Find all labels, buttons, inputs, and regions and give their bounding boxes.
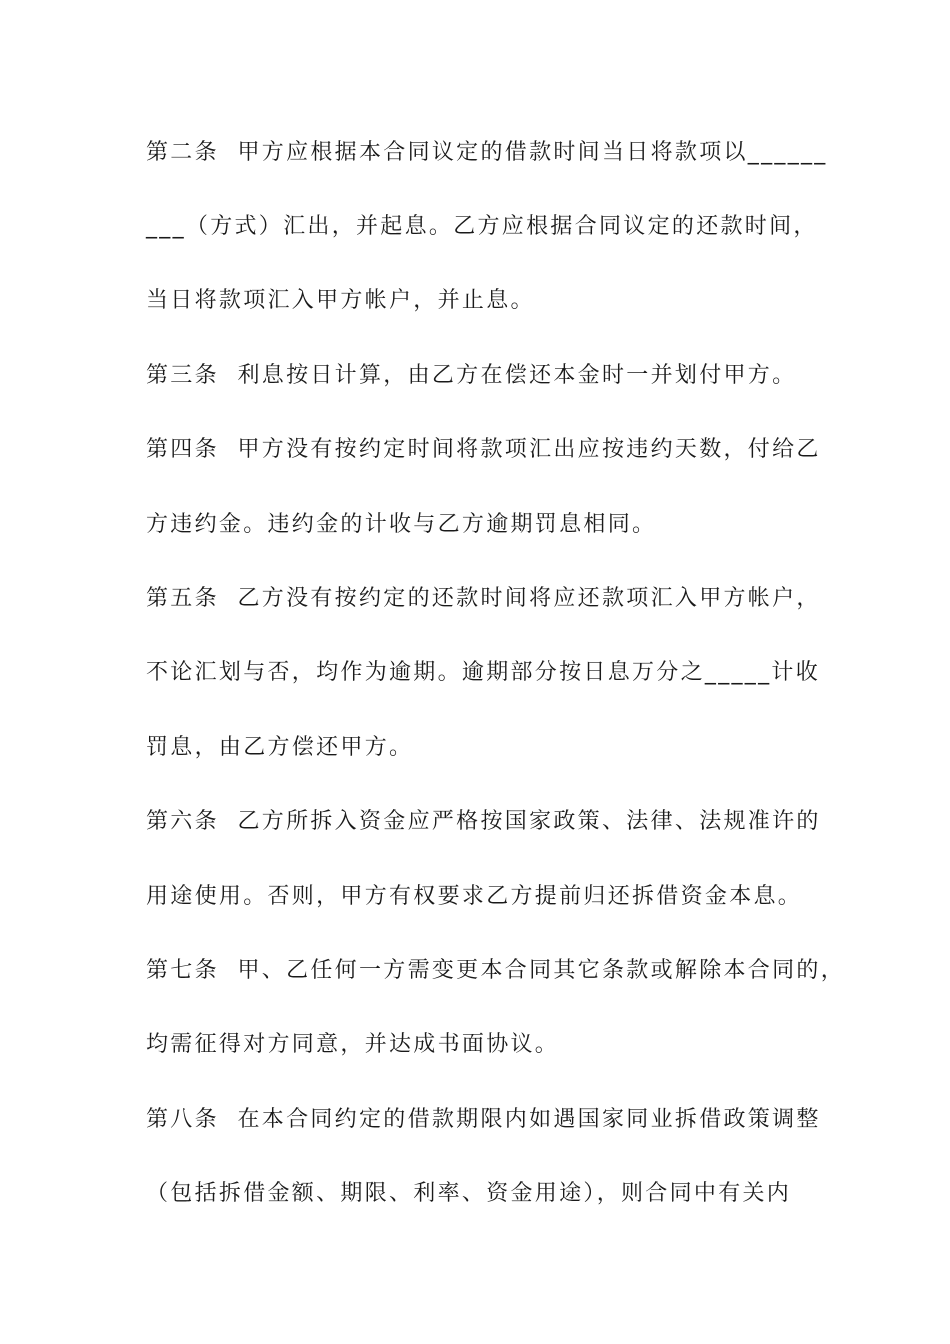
text-line: 罚息，由乙方偿还甲方。 bbox=[146, 735, 414, 760]
text-line: 第四条 甲方没有按约定时间将款项汇出应按违约天数，付给乙 bbox=[146, 437, 821, 462]
text-line: 第八条 在本合同约定的借款期限内如遇国家同业拆借政策调整 bbox=[146, 1107, 821, 1132]
text-line: 第六条 乙方所拆入资金应严格按国家政策、法律、法规准许的 bbox=[146, 809, 821, 834]
text-line: （包括拆借金额、期限、利率、资金用途），则合同中有关内 bbox=[146, 1181, 792, 1206]
text-line: 均需征得对方同意，并达成书面协议。 bbox=[146, 1032, 560, 1057]
text-line: 当日将款项汇入甲方帐户，并止息。 bbox=[146, 288, 535, 313]
text-line: 不论汇划与否，均作为逾期。逾期部分按日息万分之_____计收 bbox=[146, 660, 821, 685]
text-line: 用途使用。否则，甲方有权要求乙方提前归还拆借资金本息。 bbox=[146, 884, 803, 909]
text-line: 第七条 甲、乙任何一方需变更本合同其它条款或解除本合同的， bbox=[146, 958, 845, 983]
text-line: 第三条 利息按日计算，由乙方在偿还本金时一并划付甲方。 bbox=[146, 363, 797, 388]
text-line: ___（方式）汇出，并起息。乙方应根据合同议定的还款时间， bbox=[146, 214, 818, 239]
text-line: 第五条 乙方没有按约定的还款时间将应还款项汇入甲方帐户， bbox=[146, 586, 821, 611]
text-line: 方违约金。违约金的计收与乙方逾期罚息相同。 bbox=[146, 512, 657, 537]
text-line: 第二条 甲方应根据本合同议定的借款时间当日将款项以______ bbox=[146, 140, 828, 165]
